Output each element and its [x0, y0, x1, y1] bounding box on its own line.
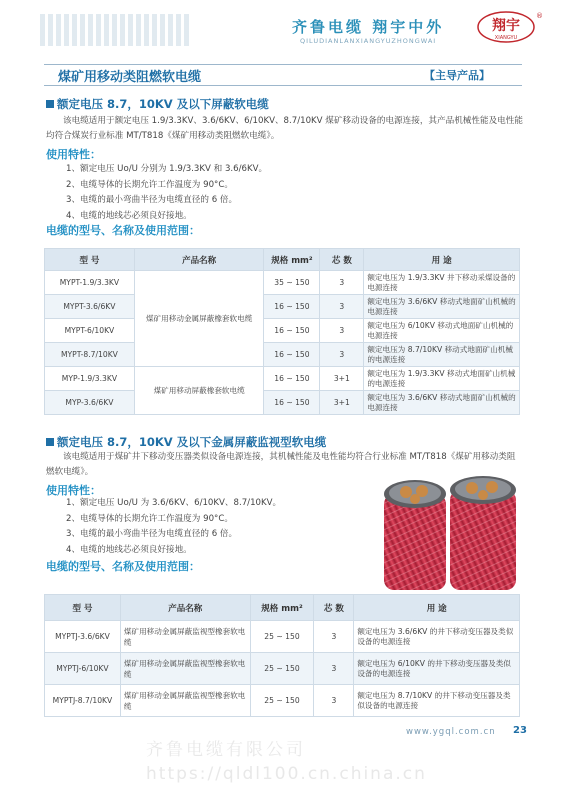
usage-cell: 额定电压为 3.6/6KV 的井下移动变压器及类似设备的电源连接: [354, 621, 520, 653]
table-row: [45, 343, 520, 367]
feature-item: 2、电缆导体的长期允许工作温度为 90°C。: [66, 179, 233, 190]
square-bullet-icon: [46, 438, 54, 446]
table-row: [45, 621, 520, 653]
section1-heading: 额定电压 8.7，10KV 及以下屏蔽软电缆: [46, 96, 269, 112]
product-name-cell: 煤矿用移动金属屏蔽监视型橡套软电缆: [120, 621, 250, 653]
model-cell: MYPTJ-6/10KV: [45, 653, 121, 685]
section1-spec-table: [44, 248, 520, 415]
spec-cell: 16 ~ 150: [264, 391, 320, 415]
section2-feature-list: [66, 496, 281, 558]
col-header: 规格 mm²: [250, 595, 314, 621]
feature-item: 3、电缆的最小弯曲半径为电缆直径的 6 倍。: [66, 529, 238, 539]
cores-cell: 3: [320, 319, 364, 343]
product-name-cell: 煤矿用移动金属屏蔽监视型橡套软电缆: [120, 653, 250, 685]
col-header: 产品名称: [134, 249, 264, 271]
watermark-company: 齐鲁电缆有限公司: [146, 740, 306, 760]
col-header: 用 途: [354, 595, 520, 621]
table-row: [45, 391, 520, 415]
footer-url: www.ygql.com.cn: [406, 727, 496, 737]
page-number: 23: [513, 725, 527, 736]
spec-cell: 16 ~ 150: [264, 319, 320, 343]
logo-sub: XIANGYU: [494, 35, 518, 41]
brand-pinyin: QILUDIANLANXIANGYUZHONGWAI: [300, 37, 437, 45]
section2-heading: 额定电压 8.7，10KV 及以下金属屏蔽监视型软电缆: [46, 434, 326, 450]
feature-item: 2、电缆导体的长期允许工作温度为 90°C。: [66, 513, 233, 524]
spec-cell: 16 ~ 150: [264, 367, 320, 391]
table-row: [45, 367, 520, 391]
col-header: 型 号: [45, 249, 135, 271]
page-title: 煤矿用移动类阻燃软电缆: [58, 70, 202, 85]
section1-table-title: 电缆的型号、名称及使用范围：: [46, 224, 200, 237]
logo-text: 翔宇: [492, 18, 520, 34]
spec-cell: 25 ~ 150: [250, 653, 314, 685]
cores-cell: 3: [314, 685, 354, 717]
header-stripes: [40, 14, 190, 46]
model-cell: MYPTJ-3.6/6KV: [45, 621, 121, 653]
spec-cell: 25 ~ 150: [250, 685, 314, 717]
table-row: [45, 295, 520, 319]
cores-cell: 3: [320, 271, 364, 295]
spec-cell: 16 ~ 150: [264, 295, 320, 319]
usage-cell: 额定电压为 3.6/6KV 移动式地面矿山机械的电源连接: [364, 391, 520, 415]
cable-product-photo: [376, 464, 526, 596]
usage-cell: 额定电压为 1.9/3.3KV 移动式地面矿山机械的电源连接: [364, 367, 520, 391]
product-name-cell: 煤矿用移动金属屏蔽橡套软电缆: [134, 271, 264, 367]
section2-spec-table: [44, 594, 520, 717]
section2-description: 该电缆适用于煤矿井下移动变压器类似设备电源连接，其机械性能及电性能均符合行业标准 MT/T818《煤矿用移动类阻燃软电缆》。: [46, 452, 516, 477]
table-row: [45, 685, 520, 717]
brand-name: 齐鲁电缆 翔宇中外: [292, 18, 445, 36]
section2-table-title: 电缆的型号、名称及使用范围：: [46, 560, 200, 573]
watermark-url: https://qldl100.cn.china.cn: [146, 764, 427, 784]
cores-cell: 3: [320, 343, 364, 367]
product-name-cell: 煤矿用移动金属屏蔽监视型橡套软电缆: [120, 685, 250, 717]
company-logo: [476, 10, 536, 44]
cores-cell: 3: [314, 653, 354, 685]
col-header: 用 途: [364, 249, 520, 271]
section1-description: 该电缆适用于额定电压 1.9/3.3KV、3.6/6KV、6/10KV、8.7/10KV 煤矿移动设备的电源连接，其产品机械性能及电性能均符合煤炭行业标准 MT/T818《煤矿用移动类阻燃软电缆》。: [46, 116, 523, 141]
table-row: [45, 271, 520, 295]
model-cell: MYP-3.6/6KV: [45, 391, 135, 415]
model-cell: MYPT-6/10KV: [45, 319, 135, 343]
section1-features-title: 使用特性：: [46, 148, 101, 161]
table-row: [45, 653, 520, 685]
main-product-tag: 【主导产品】: [424, 69, 490, 82]
table-header-row: [45, 595, 520, 621]
registered-mark: ®: [536, 12, 543, 20]
cores-cell: 3: [314, 621, 354, 653]
col-header: 芯 数: [314, 595, 354, 621]
table-header-row: [45, 249, 520, 271]
feature-item: 4、电缆的地线芯必须良好接地。: [66, 544, 192, 555]
usage-cell: 额定电压为 6/10KV 的井下移动变压器及类似设备的电源连接: [354, 653, 520, 685]
col-header: 型 号: [45, 595, 121, 621]
usage-cell: 额定电压为 8.7/10KV 移动式地面矿山机械的电源连接: [364, 343, 520, 367]
cores-cell: 3+1: [320, 367, 364, 391]
section1-feature-list: [66, 162, 267, 224]
usage-cell: 额定电压为 1.9/3.3KV 井下移动采煤设备的电源连接: [364, 271, 520, 295]
section2-features-title: 使用特性：: [46, 484, 101, 497]
cores-cell: 3+1: [320, 391, 364, 415]
feature-item: 1、额定电压 Uo/U 分别为 1.9/3.3KV 和 3.6/6KV。: [66, 164, 268, 174]
table-row: [45, 319, 520, 343]
spec-cell: 25 ~ 150: [250, 621, 314, 653]
model-cell: MYPT-8.7/10KV: [45, 343, 135, 367]
model-cell: MYP-1.9/3.3KV: [45, 367, 135, 391]
product-name-cell: 煤矿用移动屏蔽橡套软电缆: [134, 367, 264, 415]
col-header: 产品名称: [120, 595, 250, 621]
square-bullet-icon: [46, 100, 54, 108]
col-header: 规格 mm²: [264, 249, 320, 271]
spec-cell: 35 ~ 150: [264, 271, 320, 295]
cores-cell: 3: [320, 295, 364, 319]
usage-cell: 额定电压为 3.6/6KV 移动式地面矿山机械的电源连接: [364, 295, 520, 319]
usage-cell: 额定电压为 6/10KV 移动式地面矿山机械的电源连接: [364, 319, 520, 343]
feature-item: 3、电缆的最小弯曲半径为电缆直径的 6 倍。: [66, 195, 238, 205]
feature-item: 4、电缆的地线芯必须良好接地。: [66, 210, 192, 221]
model-cell: MYPTJ-8.7/10KV: [45, 685, 121, 717]
usage-cell: 额定电压为 8.7/10KV 的井下移动变压器及类似设备的电源连接: [354, 685, 520, 717]
col-header: 芯 数: [320, 249, 364, 271]
feature-item: 1、额定电压 Uo/U 为 3.6/6KV、6/10KV、8.7/10KV。: [66, 498, 282, 508]
model-cell: MYPT-3.6/6KV: [45, 295, 135, 319]
spec-cell: 16 ~ 150: [264, 343, 320, 367]
model-cell: MYPT-1.9/3.3KV: [45, 271, 135, 295]
